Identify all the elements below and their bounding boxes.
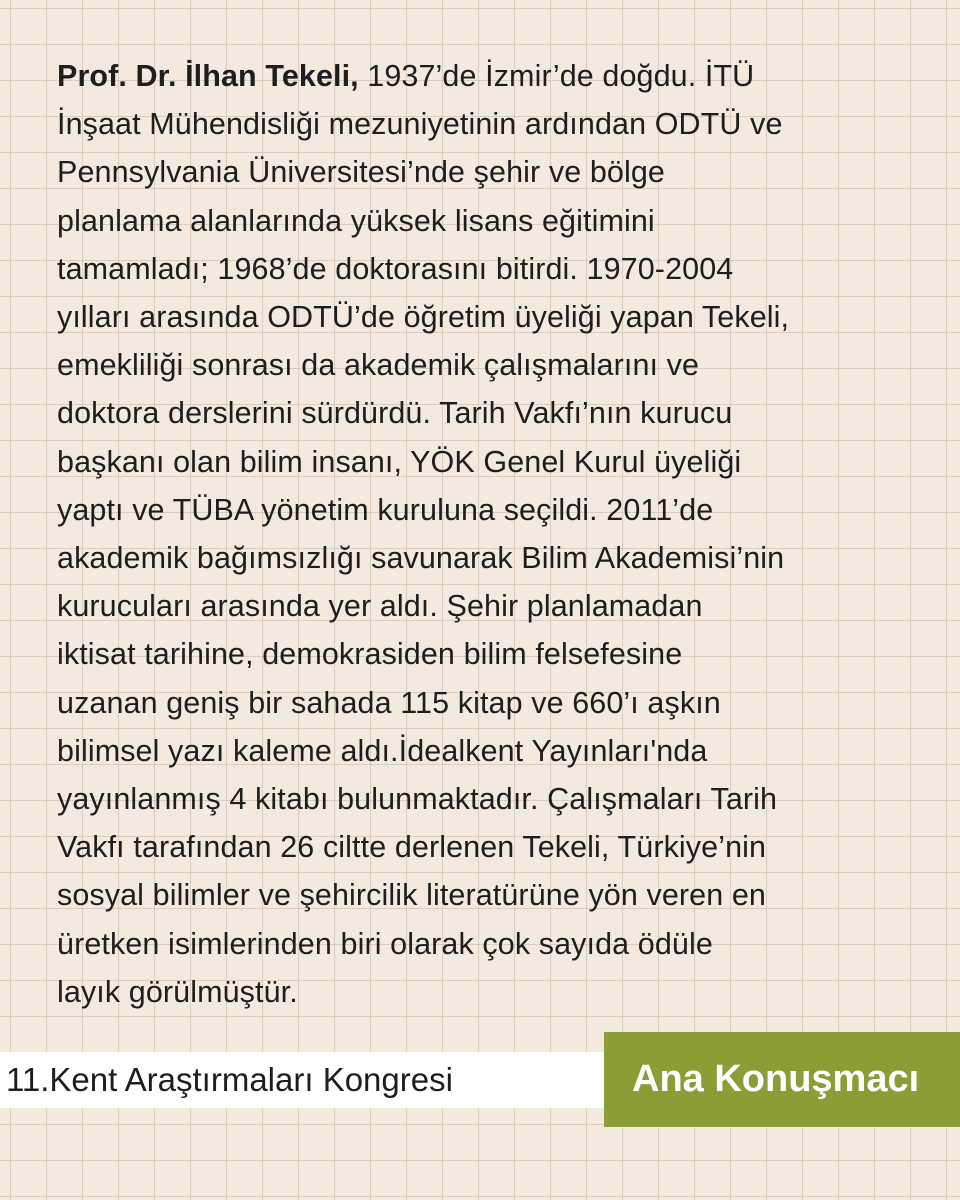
bio-line: bilimsel yazı kaleme aldı.İdealkent Yayınları'nda	[57, 733, 708, 768]
role-label: Ana Konuşmacı	[632, 1058, 920, 1100]
bio-line: Vakfı tarafından 26 ciltte derlenen Tekeli, Türkiye’nin	[57, 830, 767, 865]
bio-line	[57, 52, 937, 100]
congress-name: 11.Kent Araştırmaları Kongresi	[6, 1061, 453, 1098]
bio-line: üretken isimlerinden biri olarak çok sayıda ödüle	[57, 926, 713, 961]
bio-line: uzanan geniş bir sahada 115 kitap ve 660’ı aşkın	[57, 685, 721, 720]
speaker-biography	[57, 52, 937, 1016]
bio-line: planlama alanlarında yüksek lisans eğitimini	[57, 203, 655, 238]
bio-line: doktora derslerini sürdürdü. Tarih Vakfı’nın kurucu	[57, 396, 733, 431]
bio-line: yaptı ve TÜBA yönetim kuruluna seçildi. 2011’de	[57, 492, 714, 527]
bio-line: yılları arasında ODTÜ’de öğretim üyeliği yapan Tekeli,	[57, 300, 790, 335]
bio-line-text: 1937’de İzmir’de doğdu. İTÜ	[358, 59, 755, 93]
bio-line: başkanı olan bilim insanı, YÖK Genel Kurul üyeliği	[57, 444, 742, 479]
speaker-name: Prof. Dr. İlhan Tekeli,	[57, 59, 359, 93]
congress-bar	[0, 1052, 604, 1108]
bio-line: tamamladı; 1968’de doktorasını bitirdi. 1970-2004	[57, 251, 734, 286]
bio-line: layık görülmüştür.	[57, 974, 298, 1009]
bio-line: kurucuları arasında yer aldı. Şehir planlamadan	[57, 589, 703, 624]
bio-line: akademik bağımsızlığı savunarak Bilim Akademisi’nin	[57, 541, 785, 576]
bio-line: yayınlanmış 4 kitabı bulunmaktadır. Çalışmaları Tarih	[57, 782, 778, 817]
bio-line: sosyal bilimler ve şehircilik literatürüne yön veren en	[57, 878, 766, 913]
bio-line: İnşaat Mühendisliği mezuniyetinin ardından ODTÜ ve	[57, 107, 783, 142]
bio-line: emekliliği sonrası da akademik çalışmalarını ve	[57, 348, 700, 383]
role-badge	[604, 1032, 960, 1127]
bio-line: iktisat tarihine, demokrasiden bilim felsefesine	[57, 637, 683, 672]
bio-line: Pennsylvania Üniversitesi’nde şehir ve bölge	[57, 155, 665, 190]
